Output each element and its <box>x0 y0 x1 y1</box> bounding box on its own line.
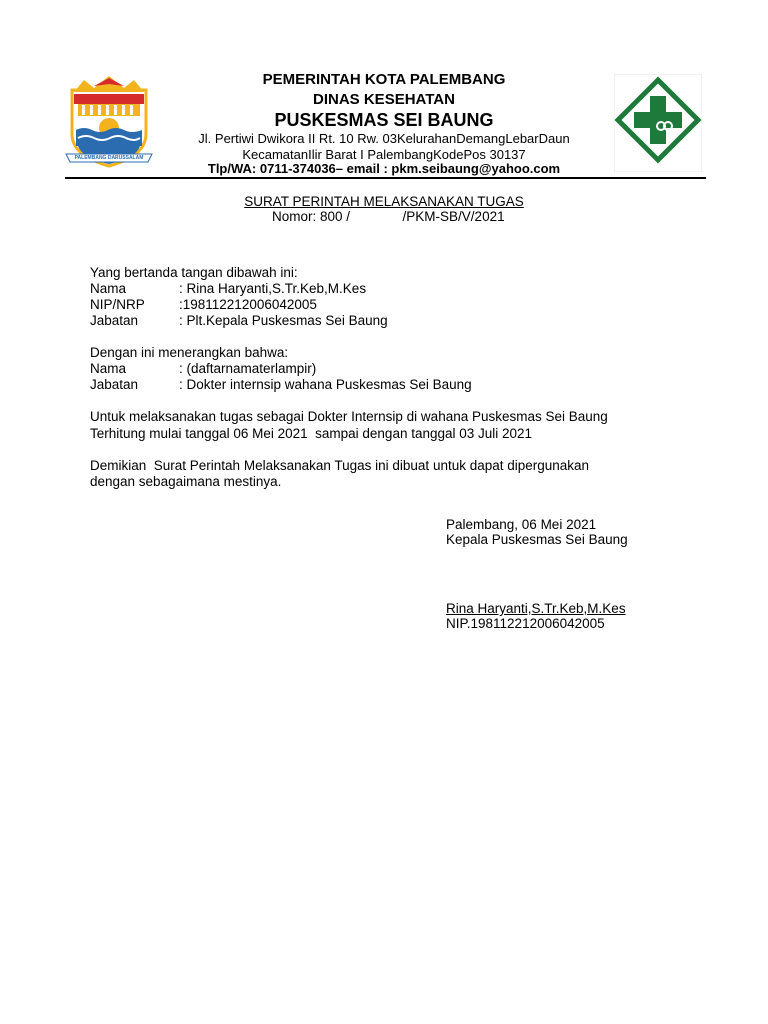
closing-line2: dengan sebagaimana mestinya. <box>90 474 282 489</box>
signer-nip-value: :198112212006042005 <box>179 297 317 312</box>
assignee-name-label: Nama <box>90 361 127 376</box>
letterhead-address-line1: Jl. Pertiwi Dwikora II Rt. 10 Rw. 03KelurahanDemangLebarDaun <box>198 131 570 146</box>
purpose-line2: Terhitung mulai tanggal 06 Mei 2021 sampai dengan tanggal 03 Juli 2021 <box>90 426 533 441</box>
assignee-position-value: : Dokter internsip wahana Puskesmas Sei Baung <box>179 377 472 392</box>
signature-position: Kepala Puskesmas Sei Baung <box>446 532 628 547</box>
letterhead-agency: DINAS KESEHATAN <box>313 91 455 108</box>
letter-title: SURAT PERINTAH MELAKSANAKAN TUGAS <box>244 194 524 209</box>
closing-line1: Demikian Surat Perintah Melaksanakan Tugas ini dibuat untuk dapat dipergunakan <box>90 458 590 473</box>
letterhead-government: PEMERINTAH KOTA PALEMBANG <box>262 71 506 88</box>
statement-text: Dengan ini menerangkan bahwa: <box>90 345 289 360</box>
signature-name: Rina Haryanti,S.Tr.Keb,M.Kes <box>446 601 626 616</box>
city-emblem-banner-text: PALEMBANG DARUSSALAM <box>74 155 144 161</box>
signer-name-label: Nama <box>90 281 127 296</box>
assignee-position-label: Jabatan <box>90 377 139 392</box>
letter-number: Nomor: 800 / /PKM-SB/V/2021 <box>272 209 505 224</box>
letterhead-contact: Tlp/WA: 0711-374036– email : pkm.seibaung@yahoo.com <box>207 161 561 176</box>
signer-position-value: : Plt.Kepala Puskesmas Sei Baung <box>179 313 388 328</box>
letterhead-puskesmas-name: PUSKESMAS SEI BAUNG <box>274 110 494 130</box>
letterhead-divider <box>65 177 706 179</box>
signer-position-label: Jabatan <box>90 313 139 328</box>
signer-name-value: : Rina Haryanti,S.Tr.Keb,M.Kes <box>179 281 367 296</box>
signer-nip-label: NIP/NRP <box>90 297 145 312</box>
purpose-line1: Untuk melaksanakan tugas sebagai Dokter Internsip di wahana Puskesmas Sei Baung <box>90 409 608 424</box>
letterhead-address-line2: KecamatanIlir Barat I PalembangKodePos 30137 <box>242 147 526 162</box>
signature-nip: NIP.198112212006042005 <box>446 616 605 631</box>
assignee-name-value: : (daftarnamaterlampir) <box>179 361 317 376</box>
signature-place-date: Palembang, 06 Mei 2021 <box>446 517 597 532</box>
intro-text: Yang bertanda tangan dibawah ini: <box>90 265 298 280</box>
